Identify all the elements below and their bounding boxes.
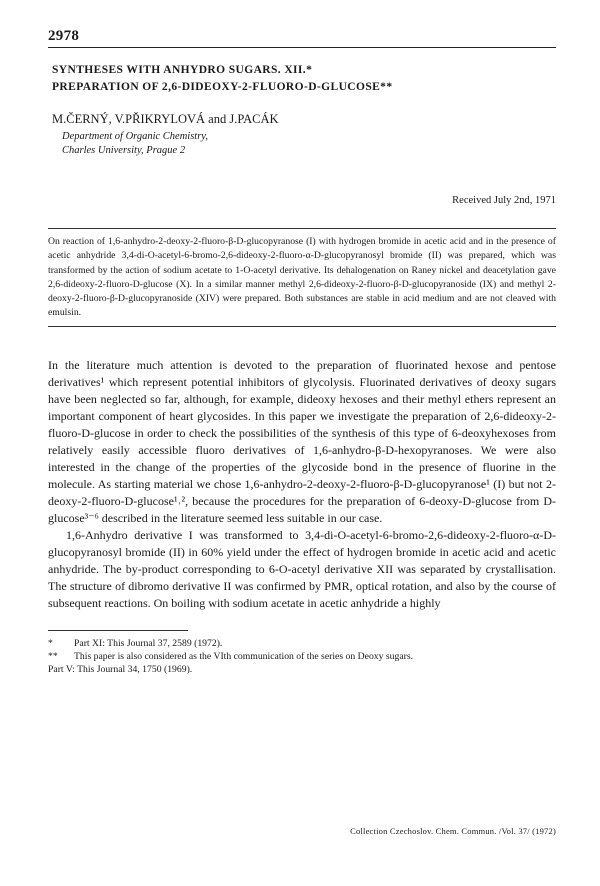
footnote-1 xyxy=(48,637,556,650)
title-line-1: SYNTHESES WITH ANHYDRO SUGARS. XII.* xyxy=(52,64,313,76)
affiliation-line-2: Charles University, Prague 2 xyxy=(62,145,186,156)
footnote-1-text: Part XI: This Journal 37, 2589 (1972). xyxy=(74,637,223,649)
body-text xyxy=(48,357,556,612)
footnote-1-mark: * xyxy=(48,637,53,649)
footnote-2-mark: ** xyxy=(48,650,58,662)
article-title xyxy=(48,62,556,96)
affiliation xyxy=(48,130,556,158)
footnote-rule xyxy=(48,630,188,631)
page-number: 2978 xyxy=(48,28,80,44)
title-line-2: PREPARATION OF 2,6-DIDEOXY-2-FLUORO-D-GLUCOSE** xyxy=(52,81,393,93)
footnote-2-text: This paper is also considered as the VIth communication of the series on Deoxy sugars. xyxy=(74,650,414,662)
footnote-2 xyxy=(48,650,556,663)
paragraph-1: In the literature much attention is devoted to the preparation of fluorinated hexose and pentose derivatives¹ which represent potential inhibitors of glycolysis. Fluorinated derivatives of deoxy sugars have been neglected so far, although, for example, dideoxy hexoses and their methyl ethers represent an important component of heart glycosides. In this paper we investigate the preparation of 2,6-dideoxy-2-fluoro-D-glucose in order to check the possibilities of the synthesis of this type of 6-deoxyhexoses from relatively easily accessible fluoro derivatives of 1,6-anhydro-β-D-hexopyranoses. We were also interested in the change of the properties of the glycoside bond in the presence of fluorine in the molecule. As starting material we chose 1,6-anhydro-2-deoxy-2-fluoro-β-D-glucopyranose¹ (I) but not 2-deoxy-2-fluoro-D-glucose¹˒², because the procedures for the preparation of 6-deoxy-D-glucose from D-glucose³⁻⁶ described in the literature seemed less suitable in our case. xyxy=(48,357,556,525)
authors: M.ČERNÝ, V.PŘIKRYLOVÁ and J.PACÁK xyxy=(52,112,279,126)
paragraph-2: 1,6-Anhydro derivative I was transformed to 3,4-di-O-acetyl-6-bromo-2,6-dideoxy-2-fluoro-α-D-glucopyranosyl bromide (II) in 60% yield under the effect of hydrogen bromide in acetic acid and acetic anhydride. The by-product corresponding to 6-O-acetyl derivative XII was separated by crystallisation. The structure of dibromo derivative II was confirmed by PMR, optical rotation, and also by the course of subsequent reactions. On boiling with sodium acetate in acetic anhydride a highly xyxy=(48,527,556,610)
affiliation-line-1: Department of Organic Chemistry, xyxy=(62,131,209,142)
received-date: Received July 2nd, 1971 xyxy=(452,195,556,206)
abstract-bottom-rule xyxy=(48,326,556,327)
footnote-2-continuation: Part V: This Journal 34, 1750 (1969). xyxy=(48,663,193,675)
abstract: On reaction of 1,6-anhydro-2-deoxy-2-fluoro-β-D-glucopyranose (I) with hydrogen bromide in acetic acid and in the presence of acetic anhydride 3,4-di-O-acetyl-6-bromo-2,6-dideoxy-2-fluoro-α-D-glucopyranosyl bromide (II) was prepared, which was transformed by the action of sodium acetate to 1-O-acetyl derivative. Its dehalogenation on Raney nickel and deacetylation gave 2,6-dideoxy-2-fluoro-D-glucose (X). In a similar manner methyl 2,6-dideoxy-2-fluoro-β-D-glucopyranoside (IX) and methyl 2-deoxy-2-fluoro-β-D-glucopyranoside (XIV) were prepared. Both substances are stable in acid medium and are not cleaved with emulsin. xyxy=(48,236,556,319)
journal-footer: Collection Czechoslov. Chem. Commun. /Vol. 37/ (1972) xyxy=(350,826,556,836)
page xyxy=(48,28,556,676)
header-rule xyxy=(48,47,556,48)
footnotes xyxy=(48,637,556,676)
